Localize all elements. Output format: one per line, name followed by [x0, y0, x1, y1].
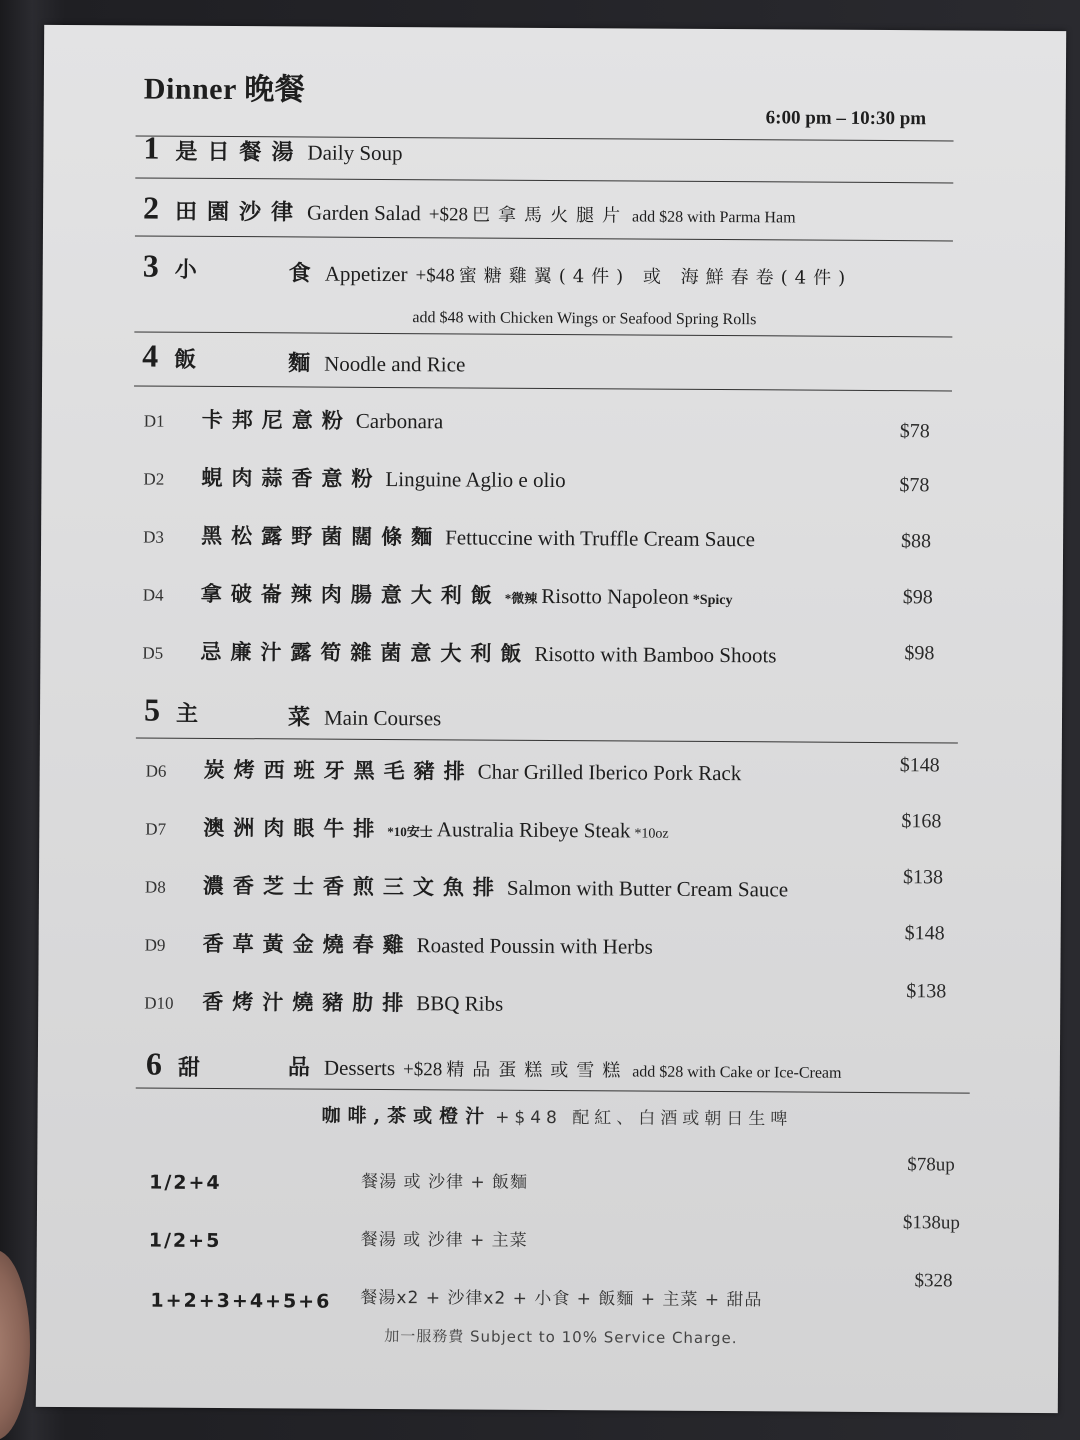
item-en: Salmon with Butter Cream Sauce [506, 875, 789, 902]
section-zh: 是日餐湯 [175, 138, 304, 166]
set-price: $138up [902, 1212, 960, 1234]
section-en: Main Courses [323, 705, 442, 731]
section-zh-a: 小 [174, 256, 207, 283]
addon-price: +$28 [402, 1059, 443, 1081]
section-en: Daily Soup [307, 140, 403, 166]
set-price: $328 [914, 1270, 953, 1292]
item-code: D7 [145, 819, 167, 839]
set-code: 1/2+5 [148, 1229, 222, 1252]
drinks-zh: 咖啡,茶或橙汁 [321, 1104, 492, 1128]
item-price: $138 [902, 866, 944, 889]
item-price: $78 [899, 474, 930, 497]
section-number: 3 [142, 247, 159, 284]
item-zh: 黑松露野菌闊條麵 [201, 522, 442, 550]
item-en: BBQ Ribs [416, 991, 504, 1016]
addon-price: +$48 [415, 265, 455, 287]
addon-en: add $48 with Chicken Wings or Seafood Spring Rolls [412, 309, 757, 329]
item-zh: 卡邦尼意粉 [201, 406, 352, 433]
menu-page [36, 25, 1066, 1413]
section-number: 4 [142, 337, 159, 374]
item-price: $88 [901, 530, 932, 553]
divider [134, 331, 952, 337]
item-zh: 濃香芝士香煎三文魚排 [202, 872, 504, 900]
item-price: $148 [899, 754, 940, 777]
service-charge-note: 加一服務費 Subject to 10% Service Charge. [384, 1326, 738, 1348]
list-item [145, 928, 653, 961]
item-code: D5 [142, 643, 164, 663]
addon-price: +$28 [428, 204, 469, 226]
addon-zh: 蜜糖雞翼(4件) 或 海鮮春卷(4件) [458, 265, 853, 289]
weight-tag-en: *10oz [634, 826, 669, 842]
section-zh-a: 甜 [177, 1054, 210, 1081]
section-zh-a: 主 [175, 700, 209, 727]
divider [136, 1087, 970, 1093]
item-en: Fettuccine with Truffle Cream Sauce [445, 525, 756, 552]
divider [135, 177, 953, 183]
item-code: D6 [145, 761, 167, 781]
section-garden-salad [143, 189, 796, 230]
item-code: D9 [144, 935, 166, 955]
list-item [143, 462, 565, 495]
addon-zh: 精品蛋糕或雪糕 [446, 1059, 629, 1082]
item-en: Risotto with Bamboo Shoots [534, 641, 777, 668]
section-number: 1 [143, 129, 160, 166]
section-appetizer-detail [289, 256, 853, 290]
list-item [144, 986, 503, 1018]
list-item [143, 578, 733, 612]
item-price: $148 [904, 922, 945, 945]
set-desc: 餐湯x2 + 沙律x2 + 小食 + 飯麵 + 主菜 + 甜品 [360, 1287, 763, 1311]
item-code: D2 [143, 469, 165, 489]
section-number: 6 [145, 1045, 162, 1082]
section-zh-b: 菜 [287, 704, 321, 731]
item-zh: 忌廉汁露筍雜菌意大利飯 [200, 638, 531, 666]
item-code: D4 [142, 585, 164, 605]
item-en: Risotto Napoleon [541, 583, 689, 609]
item-price: $98 [902, 586, 933, 609]
list-item [143, 520, 755, 554]
set-desc: 餐湯 或 沙律 + 飯麵 [361, 1171, 529, 1193]
section-en: Desserts [323, 1055, 396, 1081]
list-item [144, 404, 444, 436]
list-item [145, 870, 788, 904]
drinks-addon: +$48 配紅、白酒或朝日生啤 [495, 1107, 793, 1130]
section-desserts-label [288, 1050, 842, 1084]
item-zh: 炭烤西班牙黑毛豬排 [203, 756, 474, 784]
item-code: D10 [144, 993, 174, 1013]
item-code: D1 [143, 411, 165, 431]
section-desserts [146, 1046, 210, 1083]
item-code: D8 [144, 877, 166, 897]
divider [134, 385, 952, 391]
drinks-line [321, 1101, 792, 1131]
list-item [146, 754, 742, 788]
addon-en: add $28 with Parma Ham [631, 208, 796, 227]
addon-zh: 巴拿馬火腿片 [471, 204, 629, 227]
item-price: $168 [901, 810, 942, 833]
section-main-courses [144, 692, 208, 729]
set-desc: 餐湯 或 沙律 + 主菜 [360, 1229, 528, 1251]
item-price: $98 [904, 642, 935, 665]
section-zh-b: 品 [287, 1054, 320, 1081]
list-item [145, 812, 669, 845]
item-price: $78 [899, 420, 930, 443]
section-en: Garden Salad [307, 200, 421, 226]
section-en: Appetizer [324, 261, 408, 287]
section-main-courses-label [288, 700, 441, 732]
section-zh: 田園沙律 [175, 198, 304, 226]
section-number: 2 [143, 189, 160, 226]
item-en: Carbonara [355, 408, 444, 434]
set-code: 1/2+4 [149, 1171, 222, 1194]
spicy-tag-en: *Spicy [692, 592, 733, 609]
section-appetizer [143, 247, 207, 284]
list-item [142, 636, 776, 670]
set-price: $78up [907, 1154, 955, 1176]
item-zh: 蜆肉蒜香意粉 [201, 464, 382, 491]
section-zh-b: 麵 [288, 350, 321, 377]
addon-en: add $28 with Cake or Ice-Cream [632, 1063, 842, 1082]
section-zh-b: 食 [288, 260, 321, 287]
item-zh: 拿破崙辣肉腸意大利飯 [200, 580, 501, 608]
service-hours: 6:00 pm – 10:30 pm [765, 107, 927, 130]
item-en: Linguine Aglio e olio [385, 466, 566, 493]
section-noodle-rice-label [288, 346, 465, 378]
set-code: 1+2+3+4+5+6 [150, 1289, 332, 1313]
item-price: $138 [906, 980, 947, 1003]
spicy-tag-zh: *微辣 [504, 590, 538, 606]
item-zh: 香草黃金燒春雞 [202, 930, 413, 958]
item-en: Char Grilled Iberico Pork Rack [477, 759, 742, 786]
section-zh-a: 飯 [174, 346, 207, 373]
item-en: Roasted Poussin with Herbs [416, 933, 653, 959]
item-zh: 香烤汁燒豬肋排 [202, 988, 413, 1016]
page-title: Dinner 晚餐 [143, 72, 306, 107]
item-code: D3 [143, 527, 164, 547]
section-number: 5 [143, 691, 161, 728]
divider [135, 235, 953, 241]
section-daily-soup [143, 130, 402, 169]
section-en: Noodle and Rice [324, 351, 466, 377]
section-noodle-rice [142, 337, 206, 374]
divider [136, 737, 958, 743]
item-en: Australia Ribeye Steak [436, 817, 631, 843]
weight-tag-zh: *10安士 [387, 824, 433, 840]
item-zh: 澳洲肉眼牛排 [203, 814, 384, 841]
